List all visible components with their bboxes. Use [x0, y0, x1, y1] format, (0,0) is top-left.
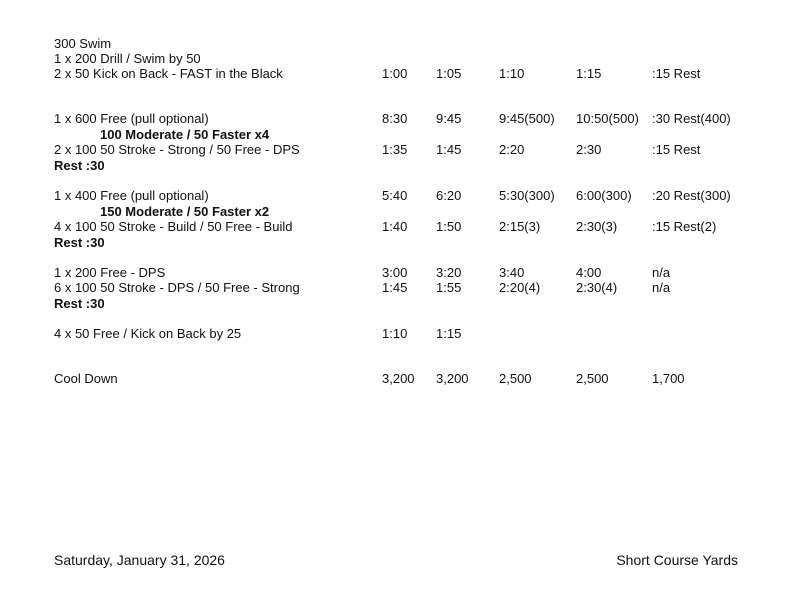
line-label: 1 x 200 Drill / Swim by 50 [54, 51, 201, 66]
interval-col-5: :15 Rest [652, 142, 701, 157]
warmup-line-2 [0, 51, 792, 67]
interval-col-2: 1:15 [436, 326, 462, 341]
line-label: 4 x 100 50 Stroke - Build / 50 Free - Build [54, 219, 293, 234]
interval-col-3: 2:20 [499, 142, 525, 157]
rest-label: Rest :30 [54, 296, 105, 311]
line-label: 4 x 50 Free / Kick on Back by 25 [54, 326, 242, 341]
line-label: 300 Swim [54, 36, 112, 51]
footer-date: Saturday, January 31, 2026 [54, 552, 225, 568]
interval-col-2: 1:50 [436, 219, 462, 234]
cooldown-row [0, 371, 792, 387]
interval-col-2: 9:45 [436, 111, 462, 126]
set-note: 150 Moderate / 50 Faster x2 [100, 204, 270, 219]
line-label: 2 x 100 50 Stroke - Strong / 50 Free - DPS [54, 142, 300, 157]
interval-col-1: 1:45 [382, 280, 408, 295]
line-label: 1 x 400 Free (pull optional) [54, 188, 209, 203]
interval-col-2: 3:20 [436, 265, 462, 280]
total-col-4: 2,500 [576, 371, 609, 386]
interval-col-2: 6:20 [436, 188, 462, 203]
interval-col-1: 5:40 [382, 188, 408, 203]
line-label: Cool Down [54, 371, 118, 386]
interval-col-2: 1:45 [436, 142, 462, 157]
interval-col-4: 4:00 [576, 265, 602, 280]
interval-col-4: 2:30 [576, 142, 602, 157]
set2-row-2 [0, 219, 792, 235]
interval-col-3: 9:45(500) [499, 111, 555, 126]
set1-rest [0, 158, 792, 174]
interval-col-4: 1:15 [576, 66, 602, 81]
line-label: 1 x 600 Free (pull optional) [54, 111, 209, 126]
rest-label: Rest :30 [54, 158, 105, 173]
set2-row-1 [0, 188, 792, 204]
total-col-1: 3,200 [382, 371, 415, 386]
interval-col-2: 1:05 [436, 66, 462, 81]
total-col-3: 2,500 [499, 371, 532, 386]
line-label: 6 x 100 50 Stroke - DPS / 50 Free - Strong [54, 280, 300, 295]
interval-col-1: 8:30 [382, 111, 408, 126]
interval-col-1: 1:00 [382, 66, 408, 81]
interval-col-5: :20 Rest(300) [652, 188, 731, 203]
rest-label: Rest :30 [54, 235, 105, 250]
warmup-line-1 [0, 36, 792, 52]
set3-rest [0, 296, 792, 312]
footer-course-type: Short Course Yards [616, 552, 738, 568]
line-label: 1 x 200 Free - DPS [54, 265, 166, 280]
set-note: 100 Moderate / 50 Faster x4 [100, 127, 270, 142]
interval-col-3: 2:20(4) [499, 280, 541, 295]
set1-note [0, 127, 792, 143]
interval-col-4: 6:00(300) [576, 188, 632, 203]
interval-col-5: n/a [652, 280, 671, 295]
warmup-line-3 [0, 66, 792, 82]
interval-col-2: 1:55 [436, 280, 462, 295]
set2-note [0, 204, 792, 220]
set3-row-2 [0, 280, 792, 296]
interval-col-3: 3:40 [499, 265, 525, 280]
interval-col-3: 5:30(300) [499, 188, 555, 203]
interval-col-1: 3:00 [382, 265, 408, 280]
total-col-2: 3,200 [436, 371, 469, 386]
set2-rest [0, 235, 792, 251]
interval-col-1: 1:35 [382, 142, 408, 157]
total-col-5: 1,700 [652, 371, 685, 386]
interval-col-5: n/a [652, 265, 671, 280]
set1-row-2 [0, 142, 792, 158]
line-label: 2 x 50 Kick on Back - FAST in the Black [54, 66, 283, 81]
interval-col-4: 10:50(500) [576, 111, 639, 126]
set3-row-1 [0, 265, 792, 281]
interval-col-1: 1:10 [382, 326, 408, 341]
set1-row-1 [0, 111, 792, 127]
interval-col-1: 1:40 [382, 219, 408, 234]
set4-row-1 [0, 326, 792, 342]
interval-col-4: 2:30(3) [576, 219, 618, 234]
interval-col-3: 2:15(3) [499, 219, 541, 234]
interval-col-5: :15 Rest(2) [652, 219, 717, 234]
interval-col-5: :30 Rest(400) [652, 111, 731, 126]
interval-col-5: :15 Rest [652, 66, 701, 81]
interval-col-3: 1:10 [499, 66, 525, 81]
interval-col-4: 2:30(4) [576, 280, 618, 295]
